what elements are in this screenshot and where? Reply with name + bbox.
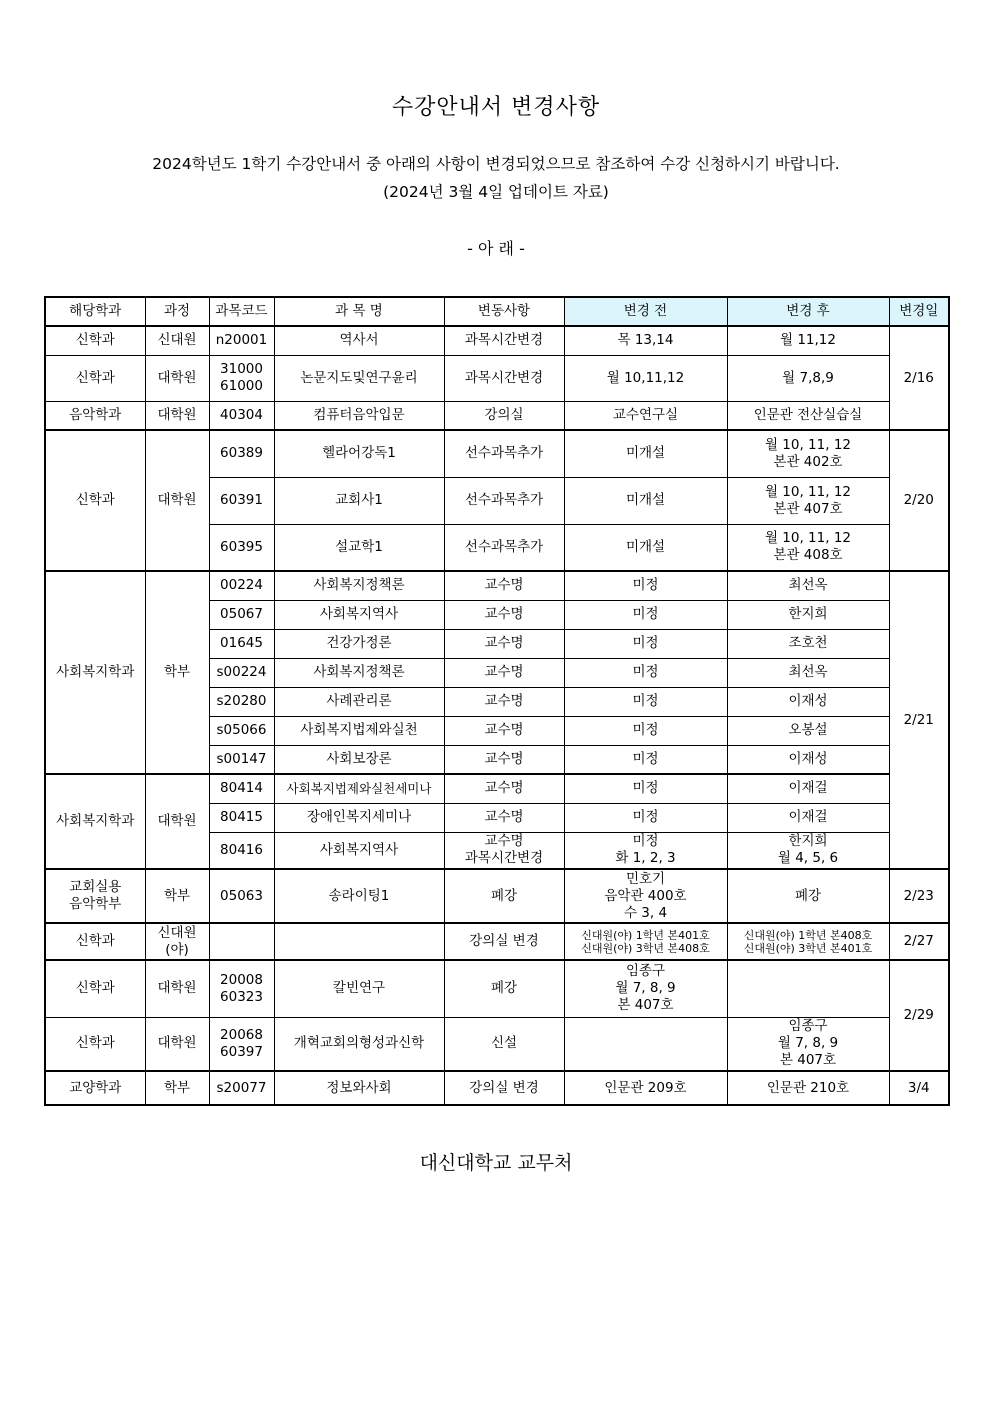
cell-code: s20280	[209, 687, 274, 716]
table-row	[45, 326, 949, 355]
table-row	[45, 1071, 949, 1105]
cell-course: 대학원	[145, 960, 209, 1017]
cell-before: 미정	[564, 745, 727, 774]
cell-after: 폐강	[727, 869, 889, 923]
cell-change: 교수명 과목시간변경	[444, 832, 564, 869]
table-row	[45, 869, 949, 923]
header-before: 변경 전	[564, 297, 727, 326]
cell-code: 20068 60397	[209, 1017, 274, 1071]
cell-dept: 사회복지학과	[45, 571, 145, 774]
cell-date: 2/23	[889, 869, 949, 923]
cell-change: 신설	[444, 1017, 564, 1071]
cell-code: n20001	[209, 326, 274, 355]
cell-after: 이재걸	[727, 774, 889, 803]
cell-name: 사회복지법제와실천	[274, 716, 444, 745]
cell-date: 3/4	[889, 1071, 949, 1105]
cell-before: 미정	[564, 687, 727, 716]
cell-change: 교수명	[444, 629, 564, 658]
cell-after: 월 11,12	[727, 326, 889, 355]
cell-after: 월 7,8,9	[727, 355, 889, 401]
cell-name: 헬라어강독1	[274, 430, 444, 477]
header-name: 과 목 명	[274, 297, 444, 326]
cell-code: 60395	[209, 524, 274, 571]
cell-course: 학부	[145, 869, 209, 923]
table-row	[45, 960, 949, 1017]
cell-code: 05067	[209, 600, 274, 629]
cell-code: 80414	[209, 774, 274, 803]
cell-after: 월 10, 11, 12 본관 408호	[727, 524, 889, 571]
cell-after: 임종구 월 7, 8, 9 본 407호	[727, 1017, 889, 1071]
cell-change: 선수과목추가	[444, 477, 564, 524]
cell-change: 과목시간변경	[444, 326, 564, 355]
cell-name	[274, 923, 444, 960]
cell-after: 한지희	[727, 600, 889, 629]
cell-code: 01645	[209, 629, 274, 658]
footer-office: 대신대학교 교무처	[419, 1152, 573, 1174]
cell-dept: 신학과	[45, 430, 145, 571]
cell-before: 미정	[564, 658, 727, 687]
header-code: 과목코드	[209, 297, 274, 326]
cell-before: 교수연구실	[564, 401, 727, 430]
cell-name: 정보와사회	[274, 1071, 444, 1105]
table-row	[45, 571, 949, 600]
header-course: 과정	[145, 297, 209, 326]
cell-name: 사회복지정책론	[274, 571, 444, 600]
cell-after: 월 10, 11, 12 본관 407호	[727, 477, 889, 524]
cell-change: 강의실	[444, 401, 564, 430]
cell-after: 이재성	[727, 687, 889, 716]
cell-course: 대학원	[145, 355, 209, 401]
cell-change: 교수명	[444, 716, 564, 745]
cell-dept: 신학과	[45, 1017, 145, 1071]
cell-course: 대학원	[145, 774, 209, 869]
cell-dept: 사회복지학과	[45, 774, 145, 869]
cell-course: 신대원	[145, 326, 209, 355]
table-row	[45, 923, 949, 960]
below-label: - 아 래 -	[467, 239, 525, 258]
cell-before: 미정	[564, 600, 727, 629]
cell-change: 교수명	[444, 687, 564, 716]
cell-after: 월 10, 11, 12 본관 402호	[727, 430, 889, 477]
cell-change: 강의실 변경	[444, 1071, 564, 1105]
cell-course: 학부	[145, 1071, 209, 1105]
cell-before: 월 10,11,12	[564, 355, 727, 401]
cell-course: 대학원	[145, 1017, 209, 1071]
cell-after: 조호천	[727, 629, 889, 658]
cell-after: 최선옥	[727, 571, 889, 600]
cell-change: 선수과목추가	[444, 430, 564, 477]
table-row	[45, 430, 949, 477]
cell-name: 장애인복지세미나	[274, 803, 444, 832]
document-title: 수강안내서 변경사항	[391, 95, 601, 120]
cell-before: 인문관 209호	[564, 1071, 727, 1105]
header-date: 변경일	[889, 297, 949, 326]
table-header-row	[45, 297, 949, 326]
cell-name: 사례관리론	[274, 687, 444, 716]
cell-name: 사회복지법제와실천세미나	[274, 774, 444, 803]
cell-dept: 음악학과	[45, 401, 145, 430]
cell-before: 미정	[564, 629, 727, 658]
cell-code	[209, 923, 274, 960]
cell-dept: 교회실용 음악학부	[45, 869, 145, 923]
cell-before: 미정	[564, 571, 727, 600]
cell-dept: 신학과	[45, 923, 145, 960]
cell-after: 신대원(야) 1학년 본408호 신대원(야) 3학년 본401호	[727, 923, 889, 960]
cell-course: 대학원	[145, 401, 209, 430]
cell-change: 교수명	[444, 803, 564, 832]
cell-before: 임종구 월 7, 8, 9 본 407호	[564, 960, 727, 1017]
cell-before: 미정 화 1, 2, 3	[564, 832, 727, 869]
cell-course: 대학원	[145, 430, 209, 571]
cell-change: 폐강	[444, 960, 564, 1017]
cell-dept: 신학과	[45, 960, 145, 1017]
cell-code: 40304	[209, 401, 274, 430]
cell-before: 신대원(야) 1학년 본401호 신대원(야) 3학년 본408호	[564, 923, 727, 960]
cell-before	[564, 1017, 727, 1071]
header-change: 변동사항	[444, 297, 564, 326]
cell-code: s05066	[209, 716, 274, 745]
cell-dept: 신학과	[45, 355, 145, 401]
cell-after: 최선옥	[727, 658, 889, 687]
cell-name: 사회복지역사	[274, 832, 444, 869]
cell-change: 강의실 변경	[444, 923, 564, 960]
cell-name: 컴퓨터음악입문	[274, 401, 444, 430]
cell-course: 학부	[145, 571, 209, 774]
cell-date: 2/20	[889, 430, 949, 571]
cell-change: 교수명	[444, 745, 564, 774]
cell-name: 건강가정론	[274, 629, 444, 658]
cell-name: 사회복지역사	[274, 600, 444, 629]
cell-code: s20077	[209, 1071, 274, 1105]
cell-before: 미개설	[564, 477, 727, 524]
cell-name: 교회사1	[274, 477, 444, 524]
cell-after	[727, 960, 889, 1017]
notice-text	[0, 150, 992, 206]
cell-code: 00224	[209, 571, 274, 600]
table-row	[45, 401, 949, 430]
cell-code: 31000 61000	[209, 355, 274, 401]
cell-date: 2/16	[889, 326, 949, 430]
cell-change: 교수명	[444, 600, 564, 629]
cell-change: 폐강	[444, 869, 564, 923]
cell-name: 사회보장론	[274, 745, 444, 774]
cell-before: 미개설	[564, 430, 727, 477]
table-row	[45, 1017, 949, 1071]
cell-dept: 교양학과	[45, 1071, 145, 1105]
cell-name: 송라이팅1	[274, 869, 444, 923]
cell-dept: 신학과	[45, 326, 145, 355]
changes-table	[44, 296, 950, 1106]
cell-change: 과목시간변경	[444, 355, 564, 401]
cell-code: 80415	[209, 803, 274, 832]
cell-name: 사회복지정책론	[274, 658, 444, 687]
header-dept: 해당학과	[45, 297, 145, 326]
cell-change: 교수명	[444, 774, 564, 803]
cell-course: 신대원 (야)	[145, 923, 209, 960]
cell-before: 목 13,14	[564, 326, 727, 355]
header-after: 변경 후	[727, 297, 889, 326]
cell-before: 미정	[564, 803, 727, 832]
table-row	[45, 774, 949, 803]
notice-line-2: (2024년 3월 4일 업데이트 자료)	[383, 183, 609, 201]
cell-code: s00147	[209, 745, 274, 774]
cell-date: 2/27	[889, 923, 949, 960]
cell-code: 05063	[209, 869, 274, 923]
cell-name: 개혁교회의형성과신학	[274, 1017, 444, 1071]
cell-name: 칼빈연구	[274, 960, 444, 1017]
cell-after: 이재성	[727, 745, 889, 774]
notice-line-1: 2024학년도 1학기 수강안내서 중 아래의 사항이 변경되었으므로 참조하여 수강 신청하시기 바랍니다.	[152, 155, 840, 173]
cell-after: 오봉설	[727, 716, 889, 745]
cell-code: 60391	[209, 477, 274, 524]
cell-code: 20008 60323	[209, 960, 274, 1017]
table-row	[45, 355, 949, 401]
cell-code: 80416	[209, 832, 274, 869]
cell-after: 이재걸	[727, 803, 889, 832]
cell-change: 교수명	[444, 571, 564, 600]
cell-after: 한지희 월 4, 5, 6	[727, 832, 889, 869]
cell-date: 2/21	[889, 571, 949, 869]
cell-after: 인문관 210호	[727, 1071, 889, 1105]
cell-code: 60389	[209, 430, 274, 477]
cell-before: 미개설	[564, 524, 727, 571]
cell-before: 미정	[564, 716, 727, 745]
cell-before: 민호기 음악관 400호 수 3, 4	[564, 869, 727, 923]
cell-name: 역사서	[274, 326, 444, 355]
cell-change: 선수과목추가	[444, 524, 564, 571]
cell-before: 미정	[564, 774, 727, 803]
cell-name: 설교학1	[274, 524, 444, 571]
cell-date: 2/29	[889, 960, 949, 1071]
cell-name: 논문지도및연구윤리	[274, 355, 444, 401]
cell-after: 인문관 전산실습실	[727, 401, 889, 430]
cell-change: 교수명	[444, 658, 564, 687]
cell-code: s00224	[209, 658, 274, 687]
